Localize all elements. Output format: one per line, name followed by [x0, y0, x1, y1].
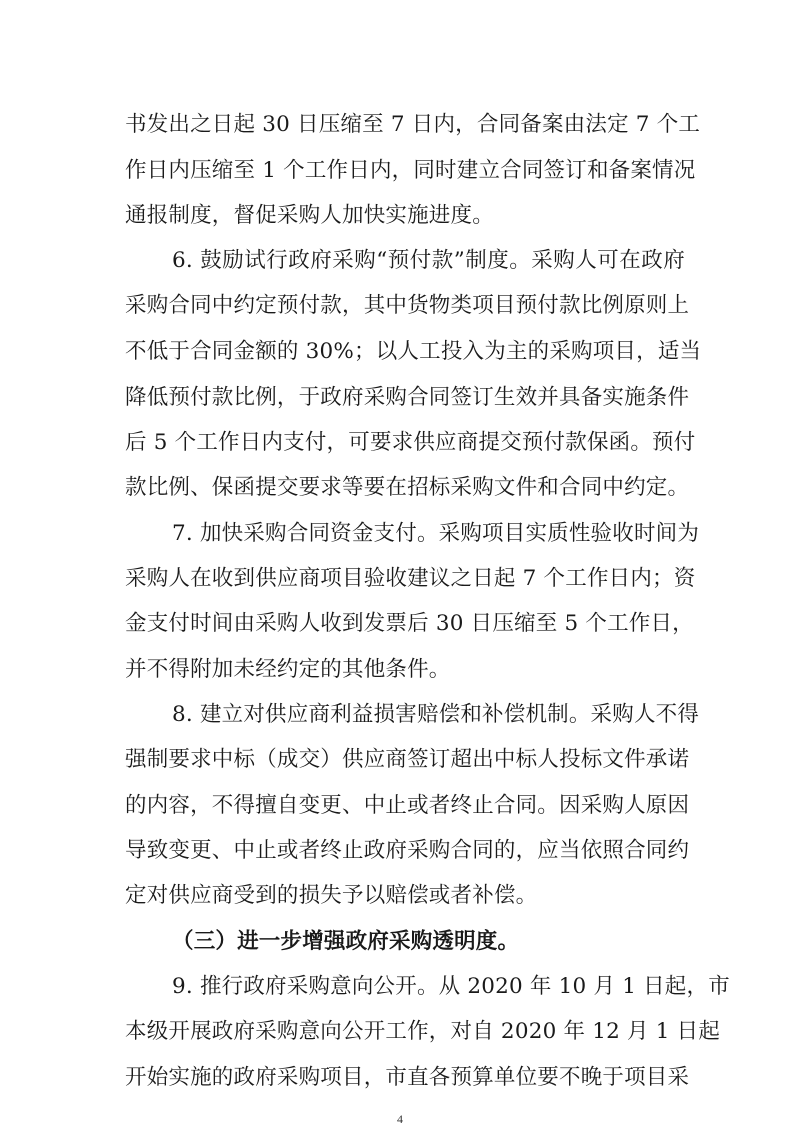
text-line: 通报制度，督促采购人加快实施进度。	[125, 203, 494, 228]
paragraph-8-start: 8. 建立对供应商利益损害赔偿和补偿机制。采购人不得	[172, 702, 700, 727]
text-line: 降低预付款比例，于政府采购合同签订生效并具备实施条件	[125, 385, 690, 410]
text-line: 本级开展政府采购意向公开工作，对自 2020 年 12 月 1 日起	[125, 1019, 721, 1044]
text-line: 定对供应商受到的损失予以赔偿或者补偿。	[125, 883, 538, 908]
text-line: 金支付时间由采购人收到发票后 30 日压缩至 5 个工作日，	[125, 611, 694, 636]
text-line: 开始实施的政府采购项目，市直各预算单位要不晚于项目采	[125, 1065, 690, 1090]
text-line: 不低于合同金额的 30%；以人工投入为主的采购项目，适当	[125, 339, 702, 364]
paragraph-7-start: 7. 加快采购合同资金支付。采购项目实质性验收时间为	[172, 521, 700, 546]
paragraph-9-start: 9. 推行政府采购意向公开。从 2020 年 10 月 1 日起，市	[172, 974, 730, 999]
text-line: 采购人在收到供应商项目验收建议之日起 7 个工作日内；资	[125, 566, 696, 591]
paragraph-6-start: 6. 鼓励试行政府采购“预付款”制度。采购人可在政府	[172, 248, 685, 273]
text-line: 款比例、保函提交要求等要在招标采购文件和合同中约定。	[125, 475, 690, 500]
text-line: 导致变更、中止或者终止政府采购合同的，应当依照合同约	[125, 838, 690, 863]
text-line: 的内容，不得擅自变更、中止或者终止合同。因采购人原因	[125, 793, 690, 818]
text-line: 并不得附加未经约定的其他条件。	[125, 657, 451, 682]
page-number: 4	[397, 1112, 403, 1126]
text-line: 采购合同中约定预付款，其中货物类项目预付款比例原则上	[125, 293, 690, 318]
text-line: 后 5 个工作日内支付，可要求供应商提交预付款保函。预付	[125, 430, 696, 455]
text-line: 书发出之日起 30 日压缩至 7 日内，合同备案由法定 7 个工	[125, 112, 701, 137]
text-line: 强制要求中标（成交）供应商签订超出中标人投标文件承诺	[125, 747, 690, 772]
text-line: 作日内压缩至 1 个工作日内，同时建立合同签订和备案情况	[125, 158, 696, 183]
section-heading: （三）进一步增强政府采购透明度。	[172, 929, 520, 954]
